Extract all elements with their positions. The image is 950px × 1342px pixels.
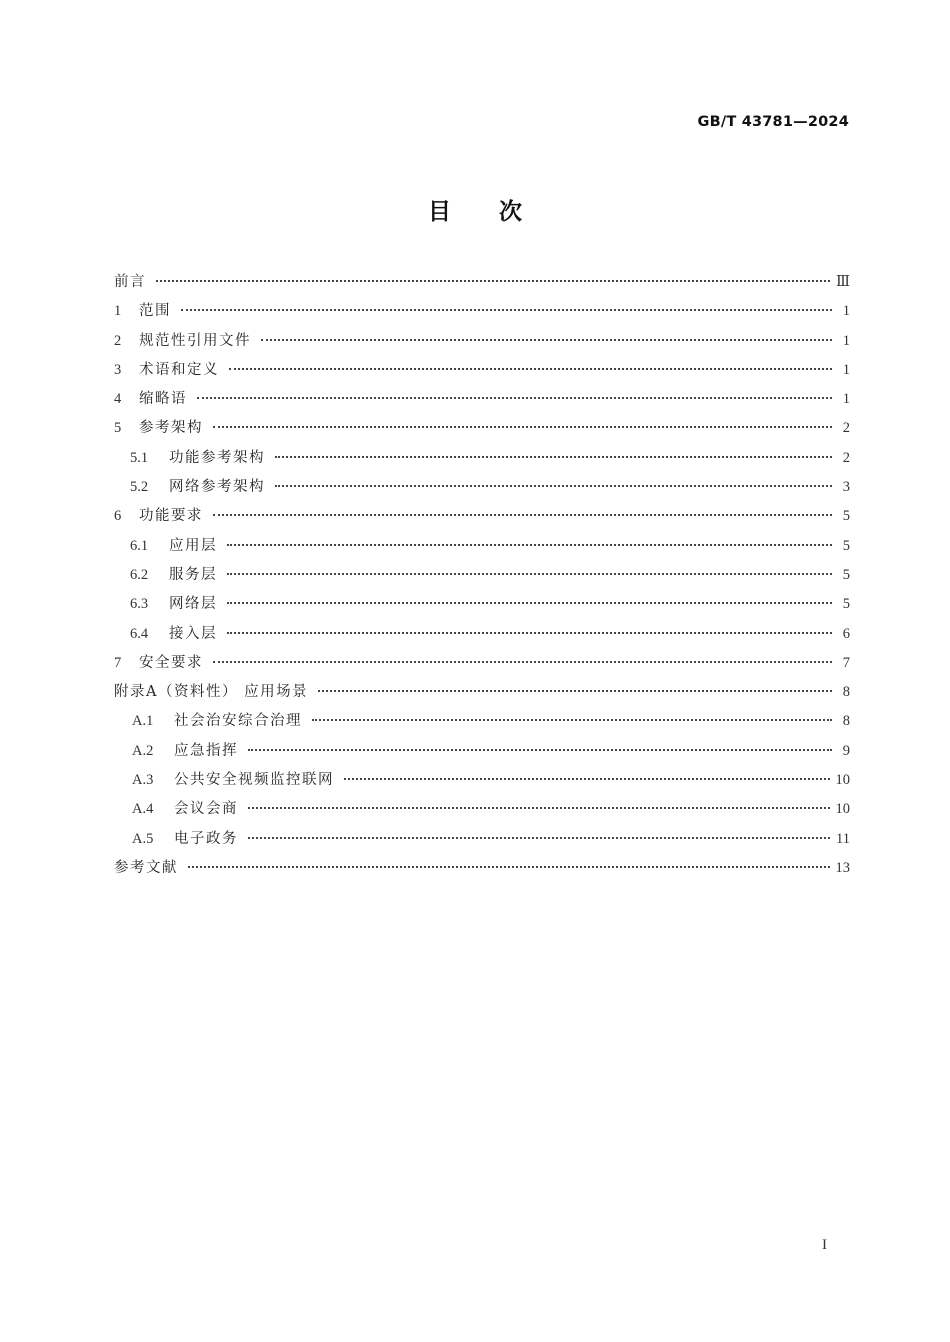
toc-entry-page: 8: [842, 713, 850, 730]
toc-entry-label: 前言: [114, 274, 146, 290]
toc-entry-label: 网络层: [169, 596, 217, 613]
toc-entry[interactable]: [114, 622, 850, 651]
toc-entry-number: 6.3: [130, 596, 149, 613]
dot-leader: [227, 632, 832, 634]
toc-entry-label: 接入层: [169, 625, 217, 642]
dot-leader: [197, 397, 832, 399]
toc-entry[interactable]: [114, 709, 850, 738]
page-number: I: [822, 1237, 827, 1253]
dot-leader: [213, 661, 832, 663]
toc-entry-number: A.4: [132, 801, 154, 818]
dot-leader: [156, 280, 830, 282]
toc-entry[interactable]: [114, 739, 850, 768]
standard-code: GB/T 43781—2024: [697, 114, 849, 130]
toc-entry-label: 参考文献: [114, 859, 178, 876]
dot-leader: [181, 309, 832, 311]
dot-leader: [188, 866, 830, 868]
toc-title: 目次: [428, 199, 570, 225]
toc-entry[interactable]: [114, 299, 850, 328]
toc-entry-number: 7: [114, 654, 122, 671]
toc-entry-page: 1: [842, 361, 850, 378]
toc-entry-page: 6: [842, 625, 850, 642]
toc-entry[interactable]: [114, 270, 850, 299]
toc-entry-label: 网络参考架构: [169, 479, 265, 496]
toc-entry-page: 5: [842, 566, 850, 583]
toc-entry[interactable]: [114, 387, 850, 416]
dot-leader: [213, 426, 832, 428]
toc-entry-label: 会议会商: [174, 801, 238, 818]
toc-entry-page: 2: [842, 420, 850, 437]
toc-entry[interactable]: [114, 797, 850, 826]
toc-entry-number: 5: [114, 420, 122, 437]
dot-leader: [248, 837, 830, 839]
toc-entry[interactable]: [114, 329, 850, 358]
toc-entry-number: 5.2: [130, 479, 149, 496]
toc-entry-number: A.1: [132, 713, 154, 730]
dot-leader: [227, 544, 832, 546]
toc-entry[interactable]: [114, 475, 850, 504]
dot-leader: [312, 719, 832, 721]
toc-entry-page: 10: [835, 801, 850, 818]
toc-entry-number: 2: [114, 332, 122, 349]
toc-entry-label: 功能要求: [139, 508, 203, 525]
toc-entry-label: 缩略语: [139, 391, 187, 408]
toc-entry-label: 术语和定义: [139, 361, 219, 378]
dot-leader: [248, 749, 832, 751]
toc-entry-page: 1: [842, 332, 850, 349]
toc-entry-page: 1: [842, 303, 850, 320]
toc-entry-number: 3: [114, 361, 122, 378]
toc-entry-label: 功能参考架构: [169, 449, 265, 466]
toc-entry-number: A.3: [132, 772, 154, 789]
toc-entry-page: 13: [835, 859, 850, 876]
toc-entry[interactable]: [114, 768, 850, 797]
toc-entry-label: 附录A（资料性） 应用场景: [114, 684, 309, 701]
toc-entry-label: 应用层: [169, 537, 217, 554]
toc-entry-number: A.5: [132, 830, 154, 847]
dot-leader: [229, 368, 832, 370]
toc-entry[interactable]: [114, 504, 850, 533]
dot-leader: [213, 514, 832, 516]
toc-entry-label: 服务层: [169, 566, 217, 583]
toc-entry-label: 安全要求: [139, 654, 203, 671]
table-of-contents: [114, 270, 850, 885]
toc-entry-number: 6.2: [130, 566, 149, 583]
toc-entry-page: 5: [842, 596, 850, 613]
toc-entry-label: 规范性引用文件: [139, 332, 251, 349]
toc-entry[interactable]: [114, 592, 850, 621]
dot-leader: [275, 456, 832, 458]
toc-entry-number: 5.1: [130, 449, 149, 466]
toc-entry-page: 11: [836, 830, 850, 847]
toc-entry-page: 5: [842, 537, 850, 554]
dot-leader: [275, 485, 832, 487]
toc-entry-page: 8: [842, 684, 850, 701]
toc-entry[interactable]: [114, 651, 850, 680]
toc-entry-page: 1: [842, 391, 850, 408]
toc-entry-number: 1: [114, 303, 122, 320]
toc-entry-label: 范围: [139, 303, 171, 320]
dot-leader: [318, 690, 832, 692]
toc-entry-number: 6.1: [130, 537, 149, 554]
toc-entry-label: 公共安全视频监控联网: [174, 772, 334, 789]
toc-entry[interactable]: [114, 416, 850, 445]
toc-entry[interactable]: [114, 680, 850, 709]
toc-entry[interactable]: [114, 856, 850, 885]
toc-entry-label: 应急指挥: [174, 742, 238, 759]
toc-entry-label: 社会治安综合治理: [174, 713, 302, 730]
toc-entry-page: 7: [842, 654, 850, 671]
toc-entry-page: 9: [842, 742, 850, 759]
dot-leader: [227, 602, 832, 604]
toc-entry-page: 10: [835, 772, 850, 789]
toc-entry-page: 3: [842, 479, 850, 496]
toc-entry[interactable]: [114, 534, 850, 563]
toc-entry[interactable]: [114, 827, 850, 856]
toc-entry-number: 6: [114, 508, 122, 525]
toc-entry-number: 4: [114, 391, 122, 408]
dot-leader: [227, 573, 832, 575]
toc-entry-number: 6.4: [130, 625, 149, 642]
dot-leader: [248, 807, 830, 809]
toc-entry-page: 5: [842, 508, 850, 525]
toc-entry[interactable]: [114, 563, 850, 592]
toc-entry-page: 2: [842, 449, 850, 466]
toc-entry-label: 电子政务: [174, 830, 238, 847]
dot-leader: [261, 339, 832, 341]
toc-entry[interactable]: [114, 446, 850, 475]
toc-entry[interactable]: [114, 358, 850, 387]
dot-leader: [344, 778, 830, 780]
toc-entry-label: 参考架构: [139, 420, 203, 437]
toc-entry-number: A.2: [132, 742, 154, 759]
toc-entry-page: Ⅲ: [836, 274, 850, 290]
